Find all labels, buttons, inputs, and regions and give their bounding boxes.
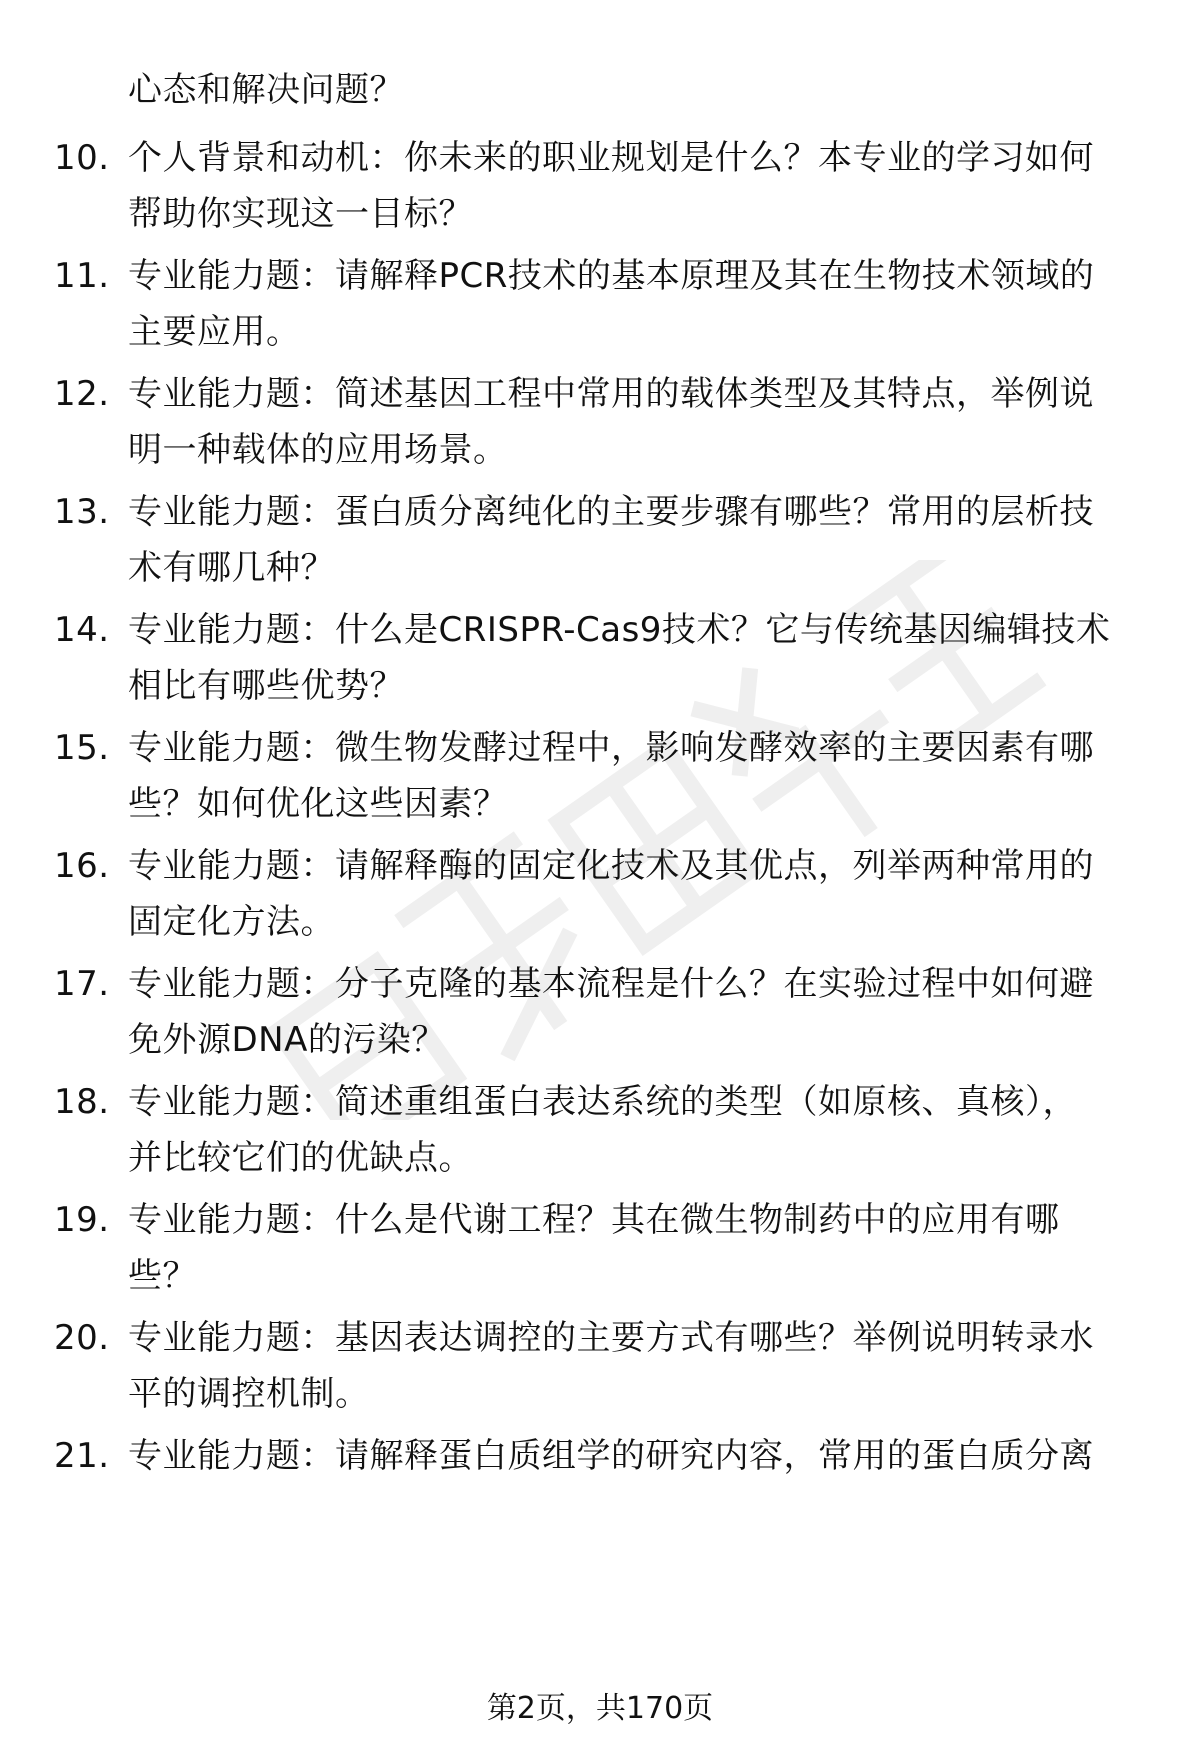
- item-number: 21.: [54, 1436, 110, 1476]
- item-text-line2: 帮助你实现这一目标？: [128, 194, 473, 234]
- list-item: [0, 484, 1200, 596]
- item-text-line1: 专业能力题：基因表达调控的主要方式有哪些？举例说明转录水: [128, 1318, 1094, 1358]
- item-number: 14.: [54, 610, 110, 650]
- list-item: [0, 956, 1200, 1068]
- list-item: [0, 366, 1200, 478]
- item-number: 10.: [54, 138, 110, 178]
- item-text-line1: 专业能力题：请解释PCR技术的基本原理及其在生物技术领域的: [128, 256, 1095, 296]
- item-text-line1: 专业能力题：蛋白质分离纯化的主要步骤有哪些？常用的层析技: [128, 492, 1094, 532]
- page-footer: 第2页，共170页: [486, 1691, 714, 1726]
- item-text-line1: 专业能力题：请解释酶的固定化技术及其优点，列举两种常用的: [128, 846, 1094, 886]
- item-text-line2: 相比有哪些优势？: [128, 666, 404, 706]
- item-text-line1: 专业能力题：分子克隆的基本流程是什么？在实验过程中如何避: [128, 964, 1094, 1004]
- list-item: [0, 1192, 1200, 1304]
- item-text-line1: 个人背景和动机：你未来的职业规划是什么？本专业的学习如何: [128, 138, 1094, 178]
- item-number: 12.: [54, 374, 110, 414]
- item-text-line1: 专业能力题：什么是代谢工程？其在微生物制药中的应用有哪: [128, 1200, 1060, 1240]
- list-item: [0, 838, 1200, 950]
- list-item: [0, 1428, 1200, 1540]
- item-text-line2: 并比较它们的优缺点。: [128, 1138, 473, 1178]
- item-text-line2: 固定化方法。: [128, 902, 335, 942]
- item-number: 17.: [54, 964, 110, 1004]
- list-item: [0, 248, 1200, 360]
- item-text-line2: 术有哪几种？: [128, 548, 335, 588]
- list-item: [0, 602, 1200, 714]
- list-item: [0, 1074, 1200, 1186]
- list-item: [0, 720, 1200, 832]
- item-text-line2: 平的调控机制。: [128, 1374, 370, 1414]
- item-text-line1: 专业能力题：什么是CRISPR-Cas9技术？它与传统基因编辑技术: [128, 610, 1111, 650]
- item-number: 13.: [54, 492, 110, 532]
- item-number: 19.: [54, 1200, 110, 1240]
- item-number: 15.: [54, 728, 110, 768]
- item-number: 16.: [54, 846, 110, 886]
- item-number: 18.: [54, 1082, 110, 1122]
- item-text-line2: 些？如何优化这些因素？: [128, 784, 508, 824]
- item-number: 11.: [54, 256, 110, 296]
- item-text-line1: 专业能力题：简述基因工程中常用的载体类型及其特点，举例说: [128, 374, 1094, 414]
- continuation-text: 心态和解决问题？: [128, 70, 404, 110]
- list-item: [0, 1310, 1200, 1422]
- item-text-line2: 些？: [128, 1256, 197, 1296]
- list-item: [0, 130, 1200, 242]
- item-text-line1: 专业能力题：微生物发酵过程中，影响发酵效率的主要因素有哪: [128, 728, 1094, 768]
- item-text-line1: 专业能力题：简述重组蛋白表达系统的类型（如原核、真核），: [128, 1082, 1077, 1122]
- item-text-line1: 专业能力题：请解释蛋白质组学的研究内容，常用的蛋白质分离: [128, 1436, 1094, 1476]
- item-text-line2: 明一种载体的应用场景。: [128, 430, 508, 470]
- item-text-line2: 主要应用。: [128, 312, 301, 352]
- item-number: 20.: [54, 1318, 110, 1358]
- item-text-line2: 免外源DNA的污染？: [128, 1020, 446, 1060]
